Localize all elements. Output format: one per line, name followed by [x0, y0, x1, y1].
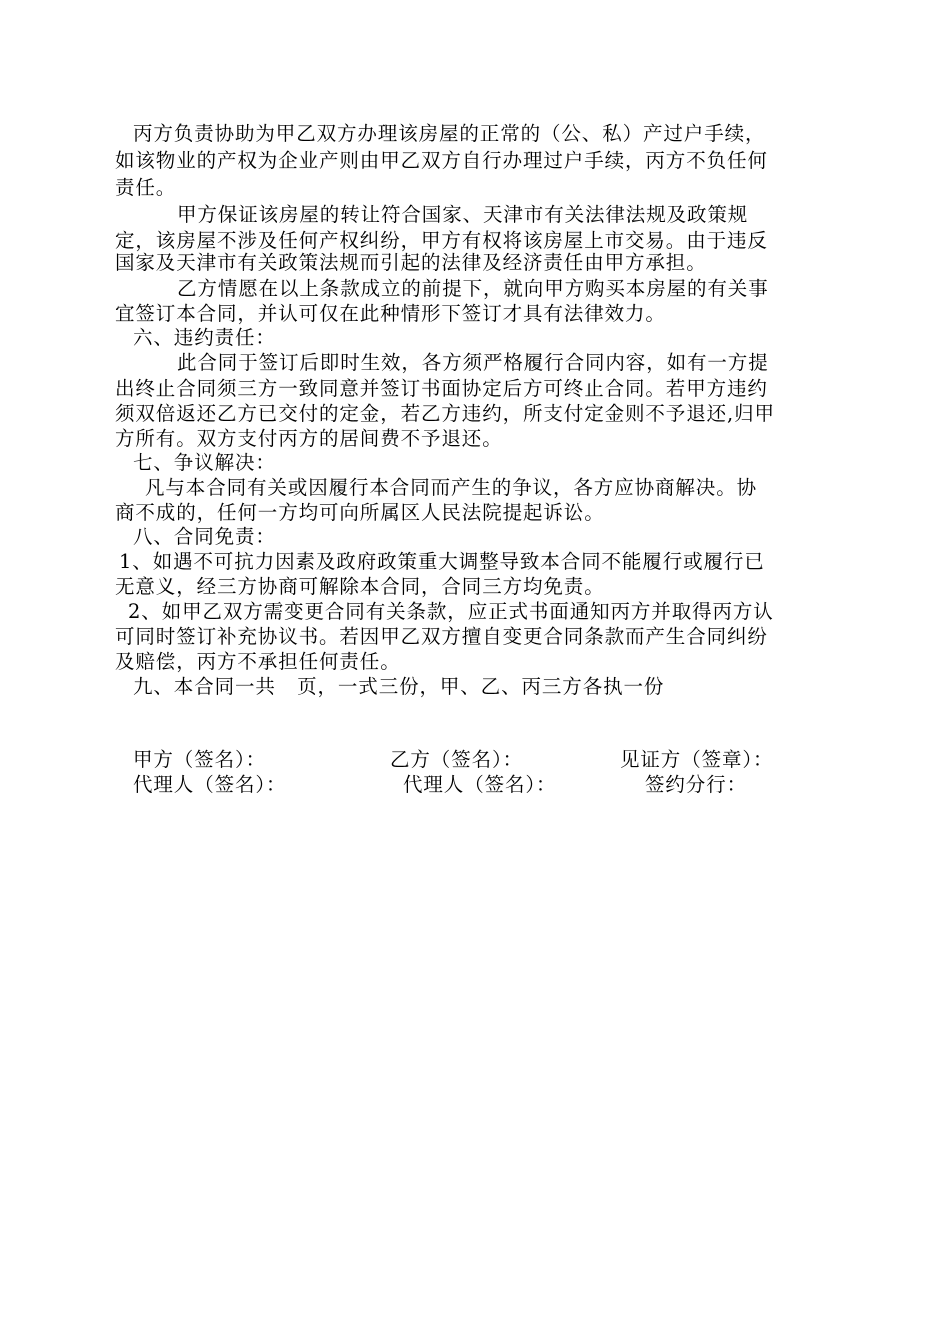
paragraph-line: 乙方情愿在以上条款成立的前提下，就向甲方购买本房屋的有关事 — [177, 277, 769, 300]
witness-seal-label: 见证方（签章）： — [620, 748, 774, 771]
paragraph-line: 此合同于签订后即时生效，各方须严格履行合同内容，如有一方提 — [177, 351, 769, 374]
paragraph-line: 责任。 — [115, 176, 177, 199]
agent-a-signature-label: 代理人（签名）： — [133, 773, 287, 796]
paragraph-line: 无意义，经三方协商可解除本合同，合同三方均免责。 — [115, 575, 605, 598]
paragraph-line: 定，该房屋不涉及任何产权纠纷，甲方有权将该房屋上市交易。由于违反 — [115, 229, 768, 252]
paragraph-line: 2、如甲乙双方需变更合同有关条款，应正式书面通知丙方并取得丙方认 — [128, 600, 774, 623]
paragraph-line: 甲方保证该房屋的转让符合国家、天津市有关法律法规及政策规 — [177, 203, 749, 226]
paragraph-line: 凡与本合同有关或因履行本合同而产生的争议，各方应协商解决。协 — [145, 476, 758, 499]
party-b-signature-label: 乙方（签名）： — [390, 748, 524, 771]
paragraph-line: 出终止合同须三方一致同意并签订书面协定后方可终止合同。若甲方违约 — [115, 377, 768, 400]
paragraph-line: 可同时签订补充协议书。若因甲乙双方擅自变更合同条款而产生合同纠纷 — [115, 625, 768, 648]
paragraph-line: 丙方负责协助为甲乙双方办理该房屋的正常的（公、私）产过户手续， — [133, 122, 766, 145]
signing-branch-label: 签约分行： — [645, 773, 748, 796]
paragraph-line: 国家及天津市有关政策法规而引起的法律及经济责任由甲方承担。 — [115, 251, 707, 274]
paragraph-line: 1、如遇不可抗力因素及政府政策重大调整导致本合同不能履行或履行已 — [119, 550, 765, 573]
section-heading: 九、本合同一共 页，一式三份，甲、乙、丙三方各执一份 — [133, 675, 665, 698]
paragraph-line: 商不成的，任何一方均可向所属区人民法院提起诉讼。 — [115, 501, 605, 524]
section-heading: 六、违约责任： — [133, 326, 276, 349]
section-heading: 七、争议解决： — [133, 451, 276, 474]
paragraph-line: 宜签订本合同，并认可仅在此种情形下签订才具有法律效力。 — [115, 302, 666, 325]
paragraph-line: 及赔偿，丙方不承担任何责任。 — [115, 650, 401, 673]
paragraph-line: 如该物业的产权为企业产则由甲乙双方自行办理过户手续，丙方不负任何 — [115, 149, 768, 172]
paragraph-line: 须双倍返还乙方已交付的定金，若乙方违约，所支付定金则不予退还,归甲 — [115, 402, 775, 425]
paragraph-line: 方所有。双方支付丙方的居间费不予退还。 — [115, 427, 503, 450]
party-a-signature-label: 甲方（签名）： — [133, 748, 267, 771]
section-heading: 八、合同免责： — [133, 525, 276, 548]
agent-b-signature-label: 代理人（签名）： — [403, 773, 557, 796]
